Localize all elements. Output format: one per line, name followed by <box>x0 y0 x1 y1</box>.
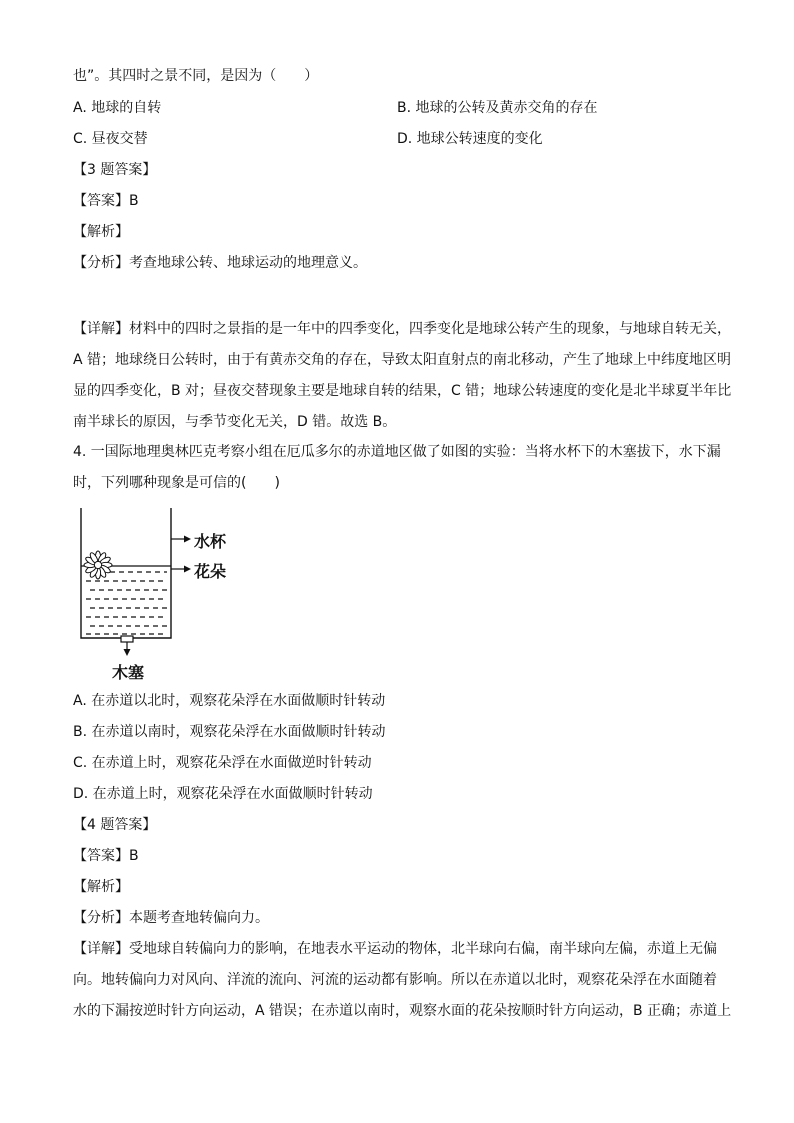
q4-option-d: D. 在赤道上时，观察花朵浮在水面做顺时针转动 <box>73 786 373 802</box>
q4-stem-line: 时，下列哪种现象是可信的( ) <box>73 475 280 491</box>
cork-label: 木塞 <box>112 663 145 682</box>
q4-analysis-heading: 【解析】 <box>73 879 129 895</box>
q4-detail-line: 【详解】受地球自转偏向力的影响，在地表水平运动的物体，北半球向右偏，南半球向左偏，赤道上无偏 <box>73 941 717 957</box>
q4-option-c: C. 在赤道上时，观察花朵浮在水面做逆时针转动 <box>73 755 372 771</box>
q4-detail <box>73 934 732 1027</box>
q3-option-d: D. 地球公转速度的变化 <box>397 131 543 147</box>
q4-option-b: B. 在赤道以南时，观察花朵浮在水面做顺时针转动 <box>73 724 386 740</box>
q3-option-a: A. 地球的自转 <box>73 100 162 116</box>
q3-detail-line: A 错；地球绕日公转时，由于有黄赤交角的存在，导致太阳直射点的南北移动，产生了地球上中纬度地区明 <box>73 352 732 368</box>
q4-detail-line: 水的下漏按逆时针方向运动，A 错误；在赤道以南时，观察水面的花朵按顺时针方向运动，B 正确；赤道上 <box>73 1003 732 1019</box>
q3-detail-line: 显的四季变化，B 对；昼夜交替现象主要是地球自转的结果，C 错；地球公转速度的变化是北半球夏半年比 <box>73 383 732 399</box>
q3-detail-line: 【详解】材料中的四时之景指的是一年中的四季变化，四季变化是地球公转产生的现象，与地球自转无关， <box>73 321 731 337</box>
q4-option-a: A. 在赤道以北时，观察花朵浮在水面做顺时针转动 <box>73 693 386 709</box>
q3-option-c: C. 昼夜交替 <box>73 131 148 147</box>
q4-answer: 【答案】B <box>73 848 139 864</box>
cup-label: 水杯 <box>194 532 227 551</box>
q3-answer: 【答案】B <box>73 193 139 209</box>
q3-detail-line: 南半球长的原因，与季节变化无关，D 错。故选 B。 <box>73 414 397 430</box>
q3-analysis-heading: 【解析】 <box>73 224 129 240</box>
cork-shape <box>121 636 133 642</box>
flower-label: 花朵 <box>194 562 227 581</box>
q4-analysis: 【分析】本题考查地转偏向力。 <box>73 910 269 926</box>
q4-stem-line: 4. 一国际地理奥林匹克考察小组在厄瓜多尔的赤道地区做了如图的实验：当将水杯下的木塞拔下，水下漏 <box>73 444 721 460</box>
q3-analysis: 【分析】考查地球公转、地球运动的地理意义。 <box>73 255 367 271</box>
q4-detail-line: 向。地转偏向力对风向、洋流的流向、河流的运动都有影响。所以在赤道以北时，观察花朵浮在水面随着 <box>73 972 717 988</box>
q4-answer-heading: 【4 题答案】 <box>73 817 157 833</box>
water-body <box>86 572 167 634</box>
q3-option-b: B. 地球的公转及黄赤交角的存在 <box>397 100 598 116</box>
q3-stem-tail: 也”。其四时之景不同，是因为（ ） <box>73 68 319 84</box>
q3-answer-heading: 【3 题答案】 <box>73 162 157 178</box>
flower-icon <box>84 551 112 579</box>
